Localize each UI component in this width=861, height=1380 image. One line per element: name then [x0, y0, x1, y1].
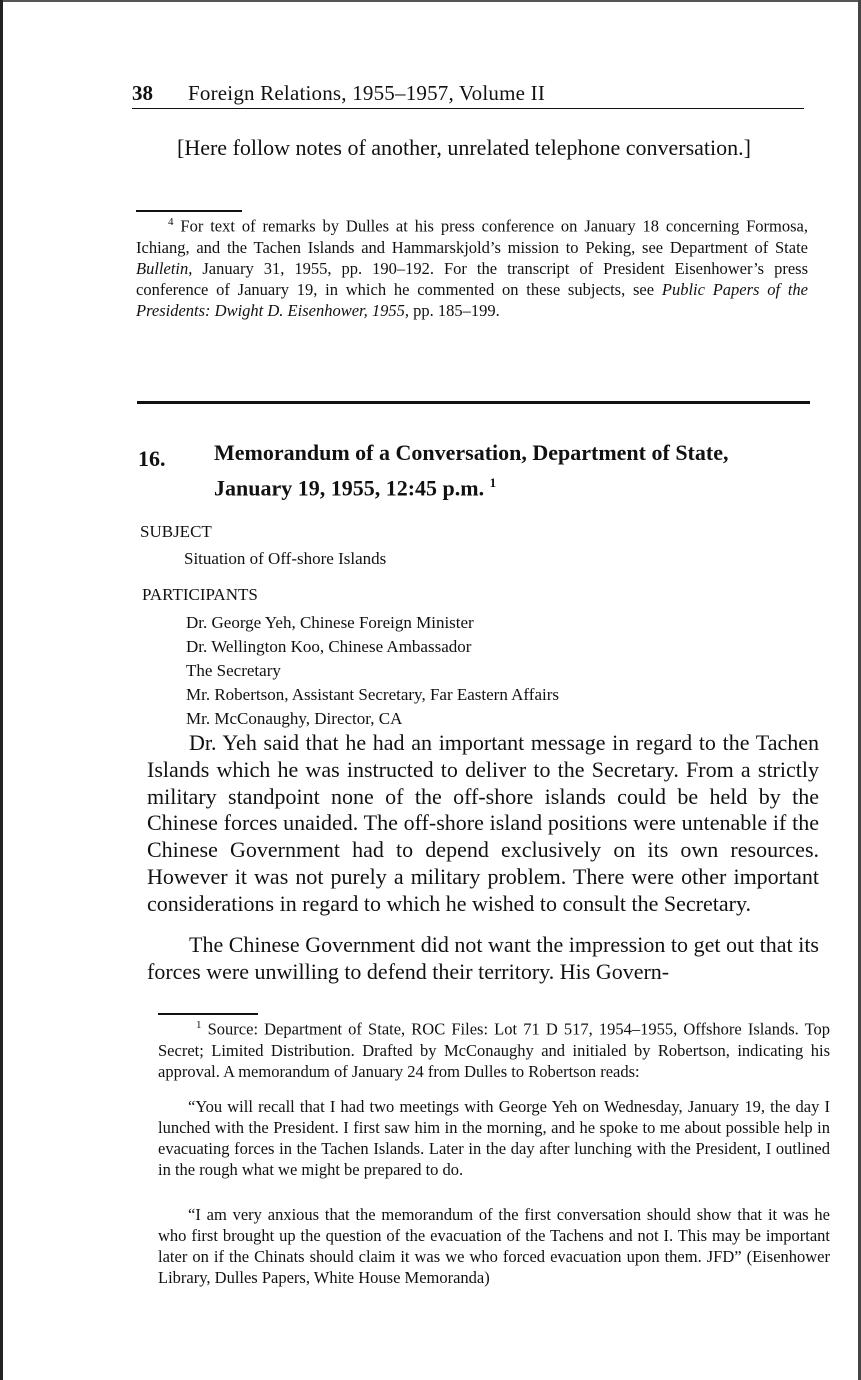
running-header — [132, 80, 804, 109]
footnote-4-text-c: pp. 185–199. — [409, 300, 500, 320]
footnote-4 — [136, 212, 808, 321]
document-title-text: Memorandum of a Conversation, Department of State, January 19, 1955, 12:45 p.m. — [214, 440, 729, 501]
participants-list — [186, 611, 559, 731]
footnote-4-italic-a: Bulletin, — [136, 258, 193, 278]
document-title-footnote-marker: 1 — [489, 475, 497, 490]
running-title: Foreign Relations, 1955–1957, Volume II — [188, 81, 546, 105]
subject-value: Situation of Off-shore Islands — [184, 549, 387, 568]
footnote-1 — [158, 1015, 830, 1082]
body-paragraph-2: The Chinese Government did not want the impression to get out that its forces were unwilling to defend their territory. His Govern- — [147, 932, 819, 984]
previous-document-paragraph: [Here follow notes of another, unrelated telephone conversation.] — [177, 135, 751, 160]
footnote-1-marker: 1 — [196, 1019, 202, 1031]
participant-item: Mr. Robertson, Assistant Secretary, Far Eastern Affairs — [186, 685, 559, 704]
footnote-1-quote-1: “You will recall that I had two meetings with George Yeh on Wednesday, January 19, the day I lunched with the President. I first saw him in the morning, and he spoke to me about possible help in evacuating forces in the Tachen Islands. Later in the day after lunching with the President, I outlined in the rough what we might be prepared to do. — [158, 1097, 830, 1179]
participant-item: Dr. George Yeh, Chinese Foreign Minister — [186, 613, 474, 632]
document-separator-rule — [137, 401, 810, 404]
scan-left-edge — [0, 0, 3, 1380]
footnote-4-marker: 4 — [168, 216, 174, 228]
scan-top-edge — [0, 0, 861, 2]
participants-heading: PARTICIPANTS — [142, 585, 258, 604]
participant-item: Dr. Wellington Koo, Chinese Ambassador — [186, 637, 472, 656]
footnote-4-italic-b: Public Papers of the Presidents: Dwight D. Eisenhower, 1955, — [136, 279, 809, 320]
body-paragraph-1: Dr. Yeh said that he had an important message in regard to the Tachen Islands which he was instructed to deliver to the Secretary. From a strictly military standpoint none of the off-shore islands could be held by the Chinese forces unaided. The off-shore island positions were untenable if the Chinese Government had to depend exclusively on its own resources. However it was not purely a military problem. There were other important considerations in regard to which he wished to consult the Secretary. — [147, 730, 819, 916]
participant-item: The Secretary — [186, 661, 281, 680]
page-number: 38 — [132, 81, 153, 105]
footnote-1-text: Source: Department of State, ROC Files: Lot 71 D 517, 1954–1955, Offshore Islands. Top Secret; Limited Distribution. Drafted by McConaughy and initialed by Robertson, indicating his approval. A memorandum of January 24 from Dulles to Robertson reads: — [158, 1019, 830, 1081]
document-title — [214, 438, 774, 503]
footnote-4-text-b: January 31, 1955, pp. 190–192. For the transcript of President Eisenhower’s press conference of January 19, in which he commented on these subjects, see — [136, 258, 808, 299]
participant-item: Mr. McConaughy, Director, CA — [186, 709, 403, 728]
document-number: 16. — [138, 446, 166, 471]
footnote-1-quote-2: “I am very anxious that the memorandum of the first conversation should show that it was he who first brought up the question of the evacuation of the Tachens and not I. This may be important later on if the Chinats should claim it was we who forced evacuation upon them. JFD” (Eisenhower Library, Dulles Papers, White House Memoranda) — [158, 1205, 830, 1287]
footnote-4-text-a: For text of remarks by Dulles at his press conference on January 18 concerning Formosa, Ichiang, and the Tachen Islands and Hammarskjold’s mission to Peking, see Department of State — [136, 216, 808, 257]
subject-heading: SUBJECT — [140, 522, 212, 541]
